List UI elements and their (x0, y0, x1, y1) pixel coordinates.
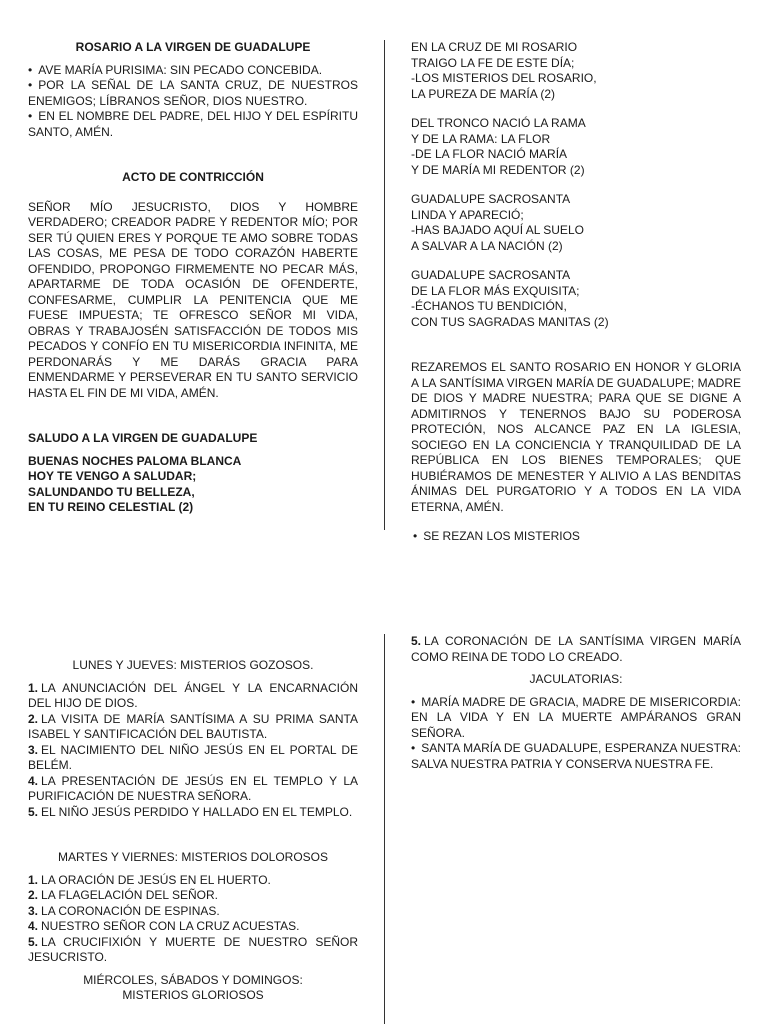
stanza-line: DEL TRONCO NACIÓ LA RAMA (411, 116, 586, 130)
stanza-line: LA PUREZA DE MARÍA (2) (411, 86, 556, 101)
top-column-divider (384, 40, 385, 530)
stanza-line: Y DE LA RAMA: LA FLOR (411, 131, 551, 146)
mystery-item (28, 904, 358, 920)
mystery-text: LA FLAGELACIÓN DEL SEÑOR. (41, 888, 218, 902)
greeting-line: HOY TE VENGO A SALUDAR; (28, 469, 197, 483)
mystery-item (411, 634, 741, 665)
mystery-number: 1. (28, 680, 39, 695)
mystery-item (28, 805, 358, 821)
glorious-title: MIÉRCOLES, SÁBADOS Y DOMINGOS: MISTERIOS GLORIOSOS (83, 972, 303, 1002)
mystery-text: LA ANUNCIACIÓN DEL ÁNGEL Y LA ENCARNACIÓN DEL HIJO DE DIOS. (28, 680, 358, 710)
mystery-number: 5. (28, 804, 39, 819)
mystery-text: LA VISITA DE MARÍA SANTÍSIMA A SU PRIMA SANTA ISABEL Y SANTIFICACIÓN DEL BAUTISTA. (28, 711, 358, 741)
mystery-number: 4. (28, 773, 39, 788)
greeting-title: SALUDO A LA VIRGEN DE GUADALUPE (28, 431, 258, 445)
joyful-title: LUNES Y JUEVES: MISTERIOS GOZOSOS. (72, 658, 314, 672)
greeting-line: EN TU REINO CELESTIAL (2) (28, 500, 194, 514)
stanza-line: DE LA FLOR MÁS EXQUISITA; (411, 283, 580, 298)
bullet-item: • AVE MARÍA PURISIMA: SIN PECADO CONCEBIDA. (28, 63, 358, 79)
mystery-number: 3. (28, 742, 39, 757)
mystery-text: EL NACIMIENTO DEL NIÑO JESÚS EN EL PORTAL DE BELÉM. (28, 742, 358, 772)
stanza-line: A SALVAR A LA NACIÓN (2) (411, 238, 563, 253)
contrition-text: SEÑOR MÍO JESUCRISTO, DIOS Y HOMBRE VERDADERO; CREADOR PADRE Y REDENTOR MÍO; POR SER TÚ QUIEN ERES Y PORQUE TE AMO SOBRE TODAS LAS COSAS, ME PESA DE TODO CORAZÓN HABERTE OFENDIDO, PROPONGO FIRMEMENTE NO PECAR MÁS, APARTARME DE TODA OCASIÓN DE OFENDERTE, CONFESARME, CUMPLIR LA PENITENCIA QUE ME FUESE IMPUESTA; TE OFRESCO SEÑOR MI VIDA, OBRAS Y TRABAJOSÉN SATISFACCIÓN DE TODOS MIS PECADOS Y CONFÍO EN TU MISERICORDIA INFINITA, ME PERDONARÁS Y ME DARÁS GRACIA PARA ENMENDARME Y PERSEVERAR EN TU SANTO SERVICIO HASTA EL FIN DE MI VIDA, AMÉN. (28, 199, 358, 400)
bullet-item: • EN EL NOMBRE DEL PADRE, DEL HIJO Y DEL ESPÍRITU SANTO, AMÉN. (28, 109, 358, 140)
mystery-number: 5. (28, 934, 39, 949)
mystery-number: 5. (411, 634, 422, 648)
mystery-item (28, 743, 358, 774)
greeting-line: BUENAS NOCHES PALOMA BLANCA (28, 453, 242, 468)
rosary-title: ROSARIO A LA VIRGEN DE GUADALUPE (75, 40, 311, 54)
mystery-item (28, 919, 358, 935)
mystery-item (28, 712, 358, 743)
bottom-right-column (411, 634, 741, 772)
mystery-number: 1. (28, 872, 39, 887)
mystery-item (28, 873, 358, 889)
top-left-column (28, 40, 358, 516)
stanza-line: GUADALUPE SACROSANTA (411, 192, 571, 206)
stanza-line: -LOS MISTERIOS DEL ROSARIO, (411, 71, 597, 85)
stanza-line: Y DE MARÍA MI REDENTOR (2) (411, 162, 585, 177)
bottom-column-divider (384, 634, 385, 1024)
ejaculation-item: • SANTA MARÍA DE GUADALUPE, ESPERANZA NUESTRA: SALVA NUESTRA PATRIA Y CONSERVA NUESTRA FE. (411, 741, 741, 772)
mystery-text: LA ORACIÓN DE JESÚS EN EL HUERTO. (41, 872, 271, 887)
mystery-text: EL NIÑO JESÚS PERDIDO Y HALLADO EN EL TEMPLO. (41, 804, 353, 819)
stanza-line: LINDA Y APARECIÓ; (411, 207, 524, 222)
mystery-item (28, 774, 358, 805)
mystery-number: 2. (28, 711, 39, 726)
mystery-text: LA CRUCIFIXIÓN Y MUERTE DE NUESTRO SEÑOR JESUCRISTO. (28, 934, 358, 964)
stanza-line: GUADALUPE SACROSANTA (411, 268, 571, 282)
greeting-line: SALUNDANDO TU BELLEZA, (28, 484, 195, 499)
stanza-line: TRAIGO LA FE DE ESTE DÍA; (411, 55, 575, 70)
stanza-line: -HAS BAJADO AQUÍ AL SUELO (411, 223, 584, 237)
bullet-item: • POR LA SEÑAL DE LA SANTA CRUZ, DE NUESTROS ENEMIGOS; LÍBRANOS SEÑOR, DIOS NUESTRO. (28, 78, 358, 109)
sorrowful-title: MARTES Y VIERNES: MISTERIOS DOLOROSOS (57, 850, 329, 864)
mystery-number: 2. (28, 888, 39, 902)
contrition-title: ACTO DE CONTRICCIÓN (122, 170, 264, 184)
mystery-text: LA PRESENTACIÓN DE JESÚS EN EL TEMPLO Y LA PURIFICACIÓN DE NUESTRA SEÑORA. (28, 773, 358, 803)
stanza-line: -ÉCHANOS TU BENDICIÓN, (411, 299, 567, 313)
top-right-column (411, 40, 741, 545)
mystery-number: 4. (28, 919, 39, 933)
stanza-line: CON TUS SAGRADAS MANITAS (2) (411, 314, 609, 329)
mysteries-bullet: • SE REZAN LOS MISTERIOS (411, 529, 741, 545)
stanza-line: -DE LA FLOR NACIÓ MARÍA (411, 147, 568, 161)
mystery-item (28, 681, 358, 712)
mystery-text: NUESTRO SEÑOR CON LA CRUZ ACUESTAS. (41, 919, 300, 933)
ejaculations-title: JACULATORIAS: (529, 672, 623, 686)
mystery-number: 3. (28, 903, 39, 918)
rosary-prayer: REZAREMOS EL SANTO ROSARIO EN HONOR Y GLORIA A LA SANTÍSIMA VIRGEN MARÍA DE GUADALUPE; MADRE DE DIOS Y MADRE NUESTRA; PARA QUE SE DIGNE A ADMITIRNOS Y TENERNOS BAJO SU PODEROSA PROTECIÓN, NOS ALCANCE PAZ EN LA IGLESIA, SOCIEGO EN LA CONCIENCIA Y TRANQUILIDAD DE LA REPÚBLICA EN LOS BIENES TEMPORALES; QUE HUBIÉRAMOS DE MENESTER Y ALIVIO A LAS BENDITAS ÁNIMAS DEL PURGATORIO Y A TODOS EN LA VIDA ETERNA, AMÉN. (411, 360, 741, 514)
mystery-item (28, 935, 358, 966)
ejaculation-item: • MARÍA MADRE DE GRACIA, MADRE DE MISERICORDIA: EN LA VIDA Y EN LA MUERTE AMPÁRANOS GRAN SEÑORA. (411, 695, 741, 742)
mystery-text: LA CORONACIÓN DE LA SANTÍSIMA VIRGEN MARÍA COMO REINA DE TODO LO CREADO. (411, 634, 741, 664)
mystery-text: LA CORONACIÓN DE ESPINAS. (41, 903, 220, 918)
mystery-item (28, 888, 358, 904)
bottom-left-column (28, 658, 358, 1004)
stanza-line: EN LA CRUZ DE MI ROSARIO (411, 40, 578, 54)
